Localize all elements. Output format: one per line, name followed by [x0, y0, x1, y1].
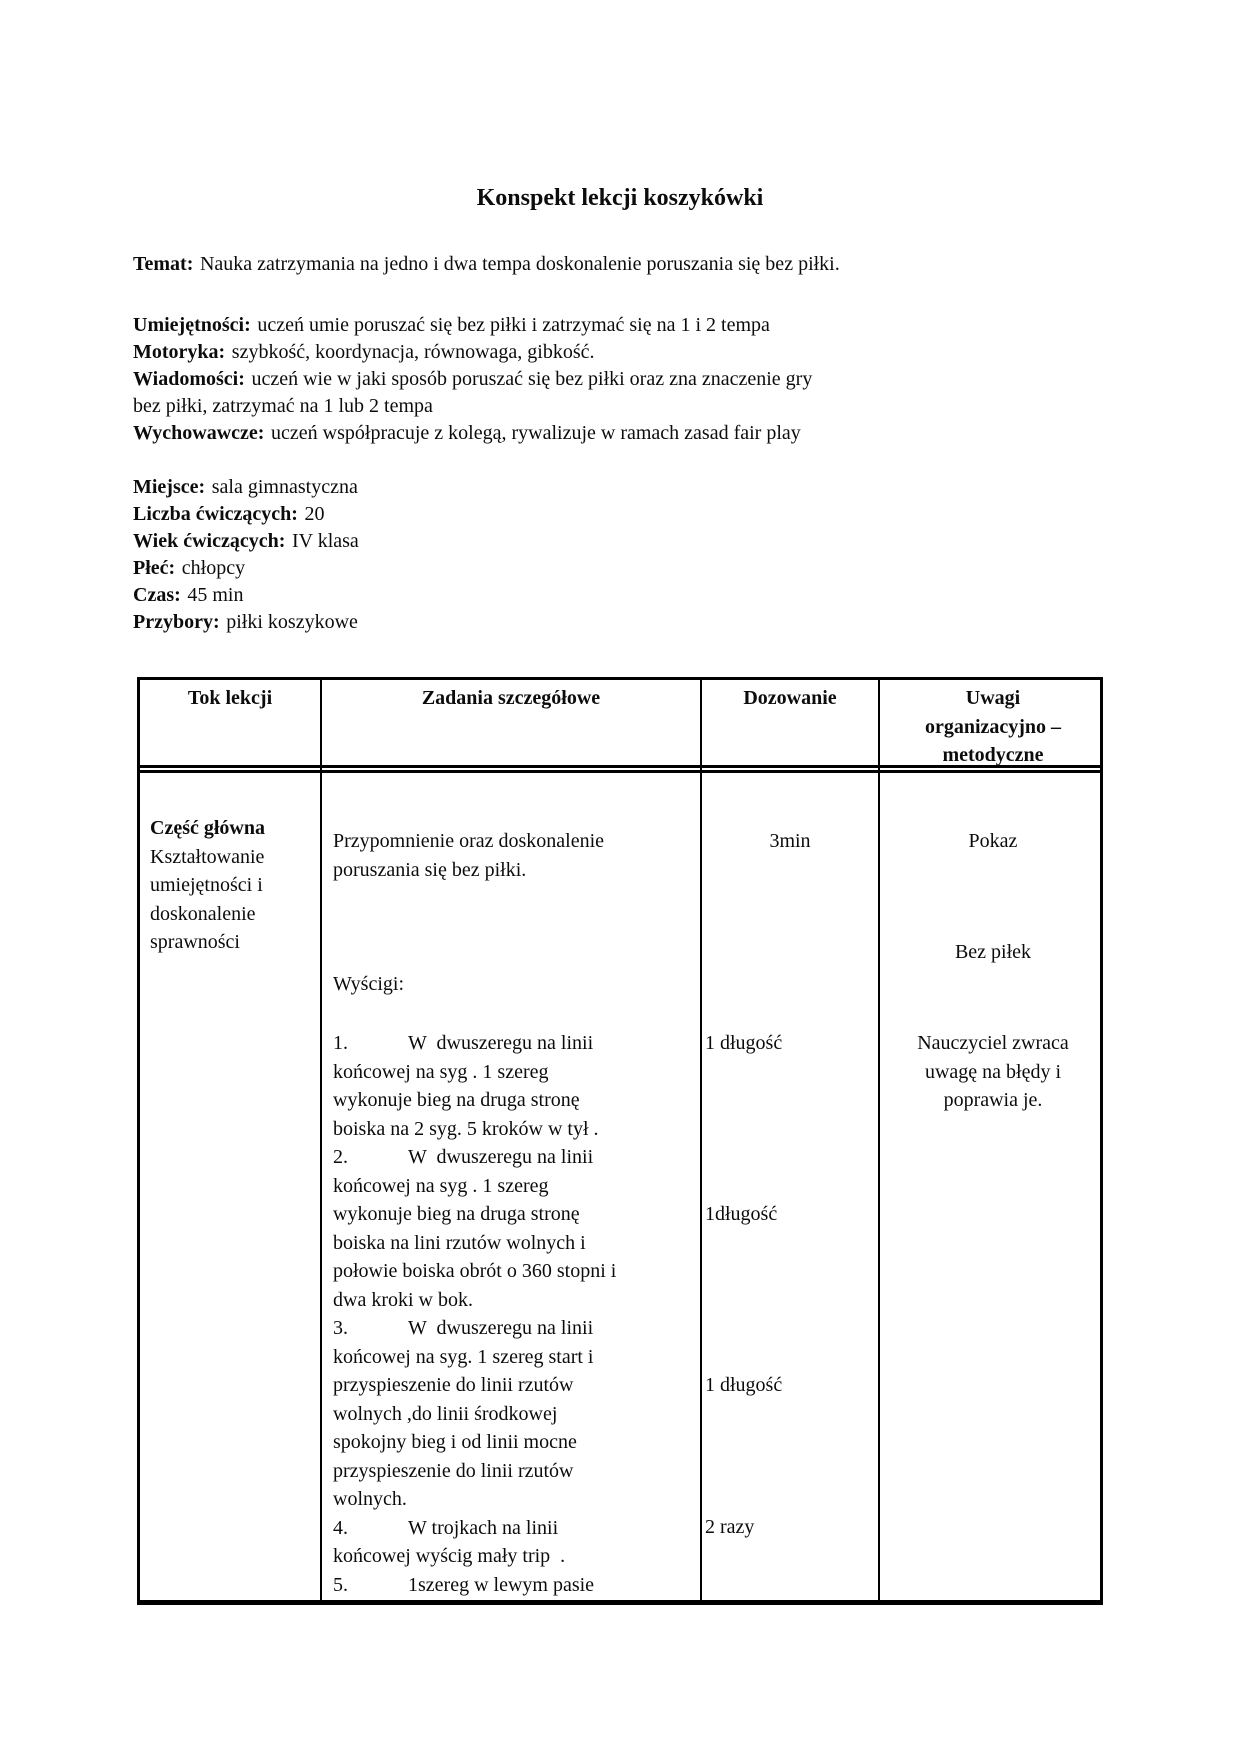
meta-line-wiek [133, 528, 359, 555]
meta-text-miejsce: sala gimnastyczna [211, 476, 358, 498]
exercise-line [333, 1371, 695, 1400]
header-tok-lekcji: Tok lekcji [187, 687, 273, 709]
meta-text-przybory: piłki koszykowe [226, 611, 358, 633]
exercise-text: W dwuszeregu na linii [408, 1146, 594, 1168]
document-title: Konspekt lekcji koszykówki [476, 185, 764, 211]
header-uwagi-line: metodyczne [942, 744, 1044, 766]
meta-line-miejsce [133, 474, 359, 501]
remarks-teacher-line: poprawia je. [943, 1089, 1043, 1111]
races-label: Wyścigi: [333, 973, 405, 995]
exercise-line [333, 1542, 695, 1571]
exercise-text: połowie boiska obrót o 360 stopni i [333, 1260, 617, 1282]
meta-line-temat [133, 253, 840, 276]
organization-section [133, 474, 359, 636]
exercise-line [333, 1200, 695, 1229]
tok-line: sprawności [150, 931, 240, 953]
exercise-line [333, 1229, 695, 1258]
header-uwagi-line: organizacyjno – [924, 715, 1062, 738]
exercise-line [333, 1172, 695, 1201]
exercise-number: 3. [333, 1317, 348, 1339]
exercise-text: boiska na lini rzutów wolnych i [333, 1231, 586, 1254]
tasks-intro-line: poruszania się bez piłki. [333, 858, 527, 881]
meta-line-przybory [133, 609, 359, 636]
meta-label-przybory: Przybory: [133, 611, 220, 633]
meta-line-wiadomosci [133, 366, 812, 393]
header-uwagi-line: Uwagi [965, 687, 1021, 709]
meta-text-wiadomosci-2: bez piłki, zatrzymać na 1 lub 2 tempa [133, 395, 433, 417]
exercise-line [333, 1400, 695, 1429]
dosage-item-3: 1 długość [705, 1374, 783, 1396]
header-dozowanie: Dozowanie [743, 687, 837, 709]
exercise-text: wolnych ,do linii środkowej [333, 1402, 558, 1425]
table-column-divider-1 [320, 680, 322, 1600]
exercise-line [333, 1115, 695, 1144]
exercise-line [333, 1571, 695, 1600]
meta-text-wychowawcze: uczeń współpracuje z kolegą, rywalizuje w ramach zasad fair play [271, 422, 801, 444]
exercise-line [333, 1457, 695, 1486]
exercise-text: końcowej wyścig mały trip . [333, 1545, 566, 1567]
exercise-text: boiska na 2 syg. 5 kroków w tył . [333, 1117, 599, 1140]
meta-label-temat: Temat: [133, 253, 194, 275]
exercise-text: W dwuszeregu na linii [408, 1032, 594, 1054]
remarks-teacher-line: uwagę na błędy i [924, 1060, 1062, 1083]
table-column-divider-3 [878, 680, 880, 1600]
exercise-line [333, 1314, 695, 1343]
exercise-list [333, 1029, 695, 1599]
meta-label-plec: Płeć: [133, 557, 176, 579]
exercise-number: 1. [333, 1032, 348, 1054]
exercise-line [333, 1086, 695, 1115]
tok-line: Kształtowanie [150, 845, 265, 868]
exercise-line [333, 1058, 695, 1087]
meta-text-wiadomosci: uczeń wie w jaki sposób poruszać się bez piłki oraz zna znaczenie gry [251, 368, 813, 390]
header-uwagi [880, 684, 1106, 770]
exercise-text: wolnych. [333, 1488, 407, 1510]
tok-line: doskonalenie [150, 902, 256, 925]
exercise-text: W trojkach na linii [408, 1516, 559, 1539]
table-column-divider-2 [700, 680, 702, 1600]
lesson-plan-table [137, 677, 1103, 1605]
exercise-text: końcowej na syg . 1 szereg [333, 1060, 549, 1083]
dosage-item-4: 2 razy [705, 1516, 755, 1538]
exercise-text: przyspieszenie do linii rzutów [333, 1459, 574, 1482]
tasks-intro-line: Przypomnienie oraz doskonalenie [333, 830, 605, 852]
meta-line-wiadomosci-2 [133, 393, 812, 420]
exercise-text: W dwuszeregu na linii [408, 1317, 594, 1339]
exercise-number: 5. [333, 1573, 348, 1596]
tasks-intro [333, 827, 695, 884]
exercise-text: końcowej na syg. 1 szereg start i [333, 1345, 594, 1368]
meta-text-temat: Nauka zatrzymania na jedno i dwa tempa doskonalenie poruszania się bez piłki. [199, 253, 840, 275]
meta-label-umiejetnosci: Umiejętności: [133, 314, 251, 336]
remarks-teacher [880, 1029, 1106, 1115]
meta-label-wiek: Wiek ćwiczących: [133, 530, 286, 552]
meta-line-umiejetnosci [133, 312, 812, 339]
meta-label-miejsce: Miejsce: [133, 476, 206, 498]
exercise-text: dwa kroki w bok. [333, 1288, 473, 1311]
meta-line-motoryka [133, 339, 812, 366]
remarks-teacher-line: Nauczyciel zwraca [917, 1032, 1069, 1054]
exercise-line [333, 1485, 695, 1514]
exercise-number: 2. [333, 1146, 348, 1168]
exercise-text: przyspieszenie do linii rzutów [333, 1374, 574, 1396]
meta-text-umiejetnosci: uczeń umie poruszać się bez piłki i zatrzymać się na 1 i 2 tempa [257, 314, 770, 336]
meta-text-motoryka: szybkość, koordynacja, równowaga, gibkość. [231, 341, 595, 363]
table-header-row [140, 680, 1100, 773]
cell-tok-lekcji [150, 814, 315, 957]
meta-text-wiek: IV klasa [291, 530, 359, 552]
meta-text-czas: 45 min [187, 584, 244, 606]
meta-label-motoryka: Motoryka: [133, 341, 226, 363]
meta-label-wychowawcze: Wychowawcze: [133, 422, 265, 444]
tok-line: umiejętności i [150, 874, 263, 896]
exercise-line [333, 1143, 695, 1172]
remarks-no-balls: Bez piłek [954, 941, 1032, 963]
header-zadania: Zadania szczegółowe [421, 687, 601, 709]
meta-text-plec: chłopcy [181, 557, 246, 579]
meta-label-wiadomosci: Wiadomości: [133, 368, 245, 390]
tok-heading: Część główna [150, 817, 265, 839]
tok-lines [150, 843, 315, 957]
meta-line-wychowawcze [133, 420, 812, 447]
meta-line-czas [133, 582, 359, 609]
dosage-item-1: 1 długość [705, 1032, 783, 1054]
meta-line-plec [133, 555, 359, 582]
remarks-pokaz: Pokaz [968, 830, 1018, 852]
exercise-number: 4. [333, 1516, 348, 1539]
dosage-intro: 3min [769, 830, 811, 852]
meta-label-liczba: Liczba ćwiczących: [133, 503, 298, 525]
exercise-text: końcowej na syg . 1 szereg [333, 1174, 549, 1197]
meta-line-liczba [133, 501, 359, 528]
exercise-line [333, 1428, 695, 1457]
dosage-item-2: 1długość [705, 1203, 778, 1225]
exercise-line [333, 1257, 695, 1286]
exercise-text: 1szereg w lewym pasie [408, 1573, 595, 1596]
exercise-line [333, 1286, 695, 1315]
exercise-text: wykonuje bieg na druga stronę [333, 1203, 580, 1225]
exercise-line [333, 1514, 695, 1543]
meta-label-czas: Czas: [133, 584, 181, 606]
exercise-line [333, 1343, 695, 1372]
exercise-text: spokojny bieg i od linii mocne [333, 1431, 577, 1453]
exercise-text: wykonuje bieg na druga stronę [333, 1089, 580, 1111]
meta-text-liczba: 20 [304, 503, 325, 525]
goals-section [133, 312, 812, 447]
exercise-line [333, 1029, 695, 1058]
